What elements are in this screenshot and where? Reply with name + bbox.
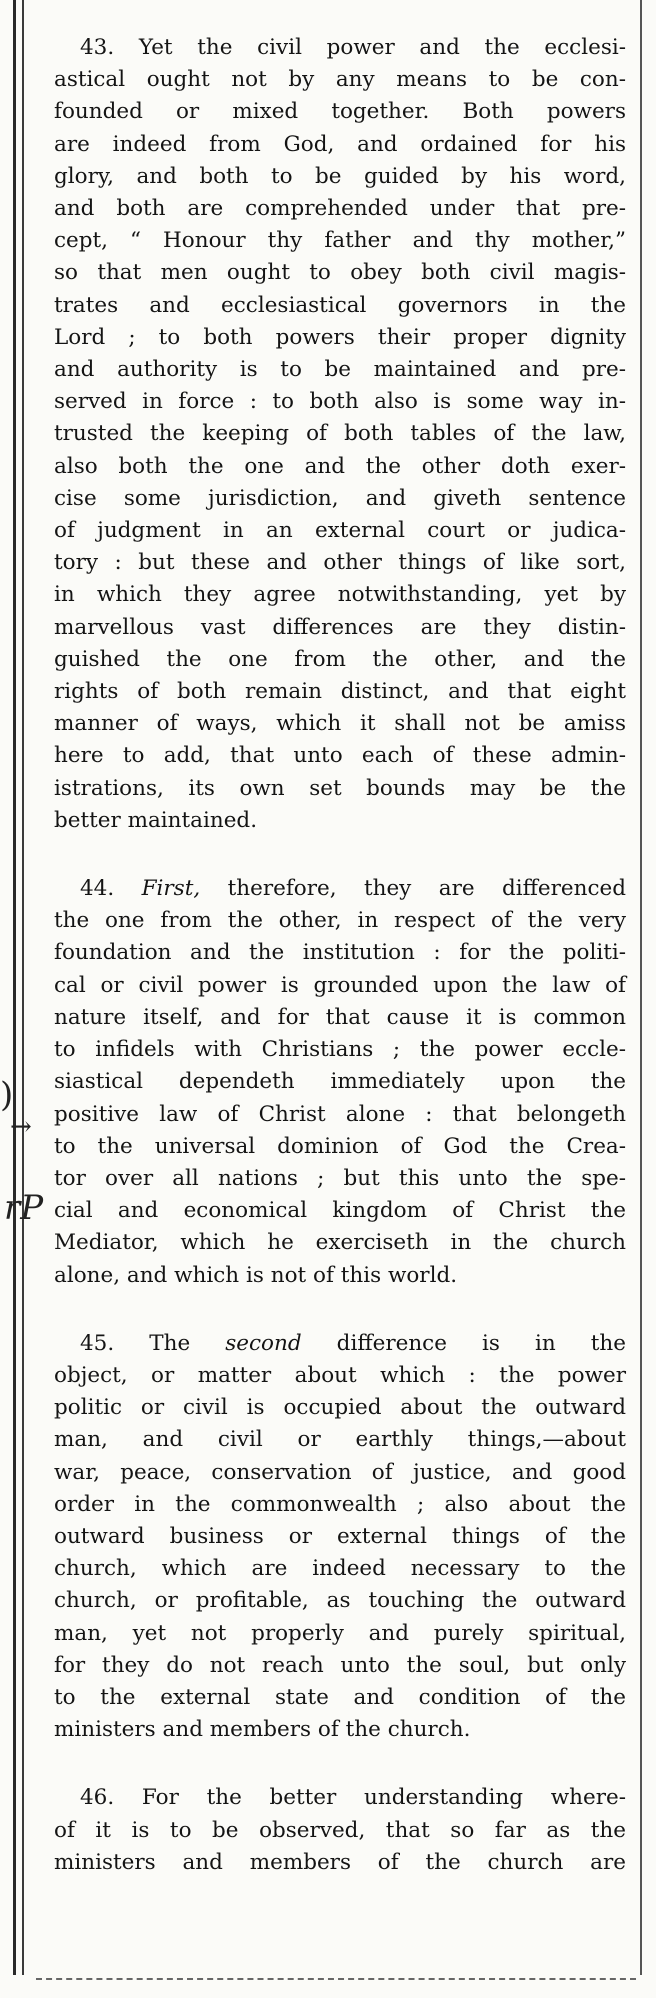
left-double-rule-inner	[22, 0, 24, 1975]
text-line: founded or mixed together. Both powers	[54, 99, 626, 125]
bottom-dashed-rule	[36, 1978, 636, 1982]
text-line: politic or civil is occupied about the outward	[54, 1395, 626, 1421]
line-rest: therefore, they are differenced	[200, 876, 626, 902]
text-line: are indeed from God, and ordained for his	[54, 131, 626, 157]
text-line: Mediator, which he exerciseth in the church	[54, 1230, 626, 1256]
text-line: served in force : to both also is some way in-	[54, 389, 626, 415]
text-line: object, or matter about which : the power	[54, 1362, 626, 1388]
paragraph-45	[54, 1328, 626, 1747]
text-line: foundation and the institution : for the politi-	[54, 940, 626, 966]
emphasis-word: second	[225, 1330, 302, 1356]
emphasis-word: First,	[141, 876, 201, 902]
text-line: so that men ought to obey both civil magis-	[54, 260, 626, 286]
text-line: positive law of Christ alone : that belongeth	[54, 1101, 626, 1127]
line-rest: difference is in the	[301, 1330, 626, 1356]
text-line: Lord ; to both powers their proper dignity	[54, 324, 626, 350]
text-line: in which they agree notwithstanding, yet by	[54, 582, 626, 608]
text-line: and authority is to be maintained and pre-	[54, 357, 626, 383]
text-line: of judgment in an external court or judica-	[54, 518, 626, 544]
text-line: 46. For the better understanding where-	[80, 1785, 626, 1811]
text-line: tor over all nations ; but this unto the spe-	[54, 1165, 626, 1191]
text-line: ministers and members of the church.	[54, 1717, 471, 1743]
text-line: for they do not reach unto the soul, but only	[54, 1652, 626, 1678]
text-line: trates and ecclesiastical governors in the	[54, 292, 626, 318]
text-line: of it is to be observed, that so far as the	[54, 1817, 626, 1843]
paragraph-number: 45. The	[80, 1330, 226, 1356]
text-line: cial and economical kingdom of Christ the	[54, 1198, 626, 1224]
text-line: and both are comprehended under that pre-	[54, 196, 626, 222]
paragraph-43	[54, 32, 626, 837]
text-line: 43. Yet the civil power and the ecclesi-	[80, 35, 626, 60]
text-line: ministers and members of the church are	[54, 1849, 626, 1875]
text-line: man, and civil or earthly things,—about	[54, 1427, 626, 1453]
left-double-rule-outer	[13, 0, 16, 1975]
text-line: to the external state and condition of the	[54, 1684, 626, 1710]
text-line: tory : but these and other things of like sort,	[54, 550, 626, 576]
margin-handwritten-note: rP	[4, 1188, 44, 1228]
text-line: astical ought not by any means to be con-	[54, 67, 626, 93]
paragraph-46	[54, 1782, 626, 1879]
text-line: church, which are indeed necessary to the	[54, 1556, 626, 1582]
text-line: outward business or external things of the	[54, 1523, 626, 1549]
paragraph-number: 44.	[80, 876, 142, 902]
text-line: war, peace, conservation of justice, and good	[54, 1459, 626, 1485]
text-line: alone, and which is not of this world.	[54, 1262, 458, 1288]
text-line: to infidels with Christians ; the power eccle-	[54, 1037, 626, 1063]
text-column	[54, 32, 626, 1879]
right-column-rule	[640, 0, 642, 1975]
text-line	[54, 1328, 626, 1360]
text-line: also both the one and the other doth exer-	[54, 453, 626, 479]
text-line: rights of both remain distinct, and that eight	[54, 679, 626, 705]
text-line: better maintained.	[54, 807, 258, 833]
text-line: marvellous vast differences are they distin-	[54, 614, 626, 640]
text-line: siastical dependeth immediately upon the	[54, 1069, 626, 1095]
paragraph-44	[54, 873, 626, 1292]
text-line: cal or civil power is grounded upon the law of	[54, 972, 626, 998]
text-line	[54, 873, 626, 905]
text-line: man, yet not properly and purely spiritual,	[54, 1620, 626, 1646]
margin-bracket-mark: )	[0, 1075, 14, 1115]
text-line: here to add, that unto each of these admin-	[54, 743, 626, 769]
text-line: cise some jurisdiction, and giveth sentence	[54, 485, 626, 511]
text-line: istrations, its own set bounds may be the	[54, 775, 626, 801]
text-line: manner of ways, which it shall not be amiss	[54, 711, 626, 737]
margin-arrow-icon: →	[10, 1112, 32, 1142]
text-line: to the universal dominion of God the Crea-	[54, 1133, 626, 1159]
text-line: the one from the other, in respect of the very	[54, 908, 626, 934]
text-line: glory, and both to be guided by his word,	[54, 163, 626, 189]
text-line: guished the one from the other, and the	[54, 646, 626, 672]
text-line: order in the commonwealth ; also about the	[54, 1491, 626, 1517]
text-line: nature itself, and for that cause it is common	[54, 1004, 626, 1030]
text-line: church, or profitable, as touching the outward	[54, 1588, 626, 1614]
text-line: trusted the keeping of both tables of the law,	[54, 421, 626, 447]
text-line: cept, “ Honour thy father and thy mother,”	[54, 228, 626, 254]
